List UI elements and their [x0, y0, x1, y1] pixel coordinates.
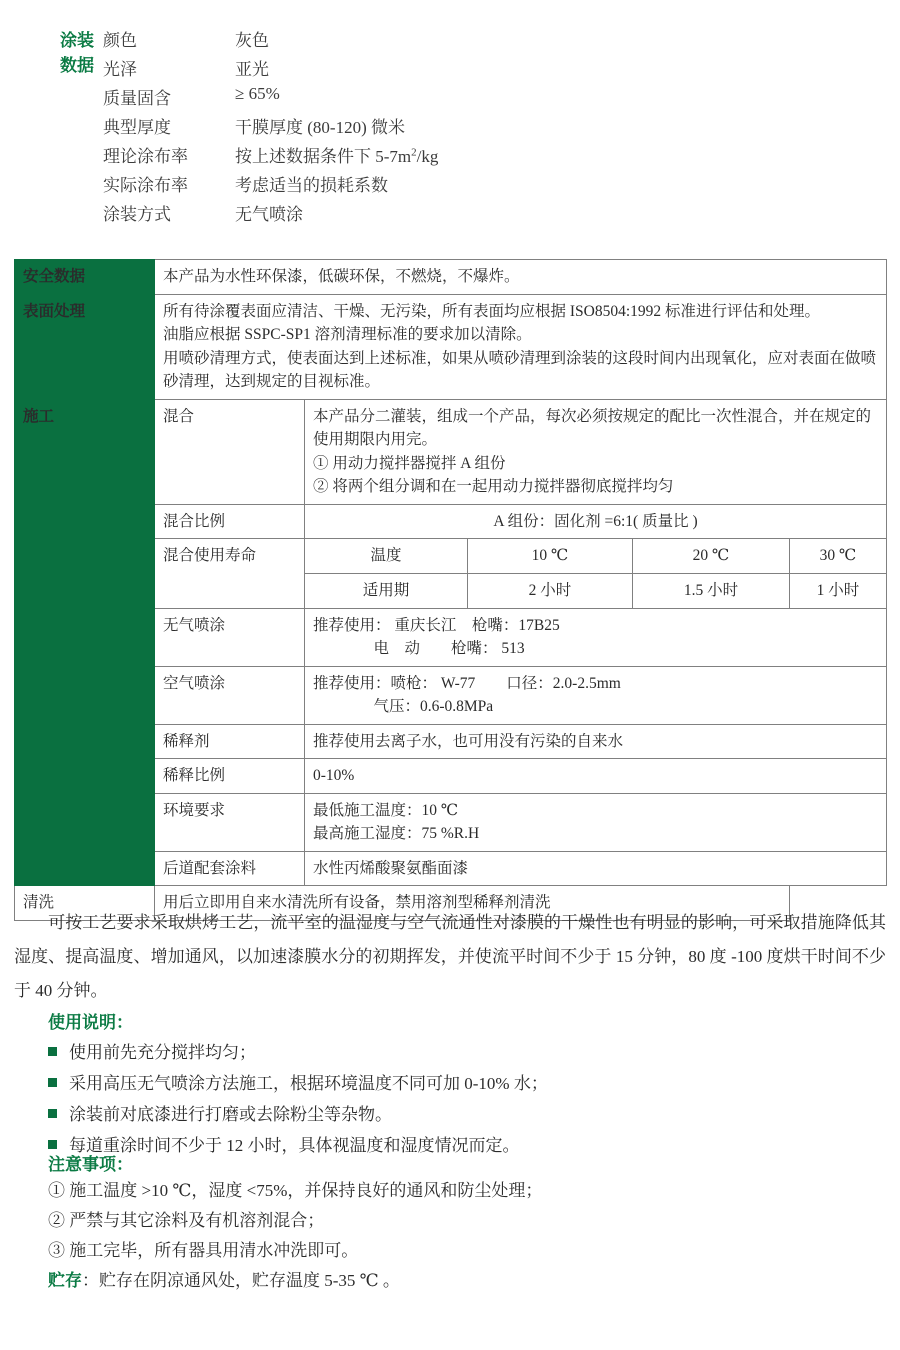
spec-value-theoretical-coverage: [235, 142, 438, 167]
cell-cleaning-value: 用后立即用自来水清洗所有设备，禁用溶剂型稀释剂清洗: [155, 886, 790, 921]
list-item: [48, 1038, 868, 1063]
cell-pot-life-row-header-temperature: 温度: [305, 539, 468, 574]
cautions-section: [48, 1150, 868, 1300]
cell-mix-ratio-value: A 组份：固化剂 =6:1( 质量比 ): [305, 504, 887, 539]
cell-duration-10c: 2 小时: [468, 574, 633, 609]
cell-air-spray-text: [305, 666, 887, 724]
spec-label-actual-coverage: 实际涂布率: [103, 176, 188, 195]
spec-value-solids: ≥ 65%: [235, 84, 280, 103]
storage-line: [48, 1270, 868, 1293]
spec-value-color: 灰色: [235, 31, 269, 50]
cell-temperature-20c: 20 ℃: [633, 539, 790, 574]
coverage-unit: /kg: [416, 147, 439, 166]
spec-label-solids: 质量固含: [103, 89, 171, 108]
airless-line-2: 电 动 枪嘴： 513: [373, 640, 525, 658]
cell-label-thinner-ratio: 稀释比例: [155, 759, 305, 794]
cell-label-air-spray: 空气喷涂: [155, 666, 305, 724]
caution-item: ① 施工温度 >10 ℃，湿度 <75%，并保持良好的通风和防尘处理；: [48, 1181, 543, 1200]
cell-environment-text: [305, 793, 887, 851]
cell-label-thinner: 稀释剂: [155, 724, 305, 759]
environment-line-1: 最低施工温度：10 ℃: [313, 801, 459, 819]
spec-label-theoretical-coverage: 理论涂布率: [103, 147, 188, 166]
baking-process-paragraph: [14, 906, 886, 1008]
list-item: [48, 1069, 868, 1094]
spec-row: [0, 142, 900, 171]
spec-row: [0, 84, 900, 113]
cell-label-airless-spray: 无气喷涂: [155, 608, 305, 666]
coating-data-title: 涂装数据: [60, 31, 94, 75]
environment-line-2: 最高施工湿度：75 %R.H: [313, 825, 480, 843]
spec-row: [0, 55, 900, 84]
cell-label-environment: 环境要求: [155, 793, 305, 851]
paragraph-text: 可按工艺要求采取烘烤工艺，流平室的温湿度与空气流通性对漆膜的干燥性也有明显的影响，可采取措施降低其湿度、提高温度、增加通风，以加速漆膜水分的初期挥发，并使流平时间不少于 15 分钟，80 度 -100 度烘干时间不少于 40 分钟。: [14, 913, 886, 1000]
cell-temperature-10c: 10 ℃: [468, 539, 633, 574]
square-bullet-icon: [48, 1140, 57, 1149]
row-header-safety-data: 安全数据: [15, 260, 155, 295]
coverage-text: 按上述数据条件下 5-7m: [235, 147, 412, 166]
storage-label: 贮存: [48, 1270, 82, 1290]
spec-label-gloss: 光泽: [103, 60, 137, 79]
cell-label-mix-ratio: 混合比例: [155, 504, 305, 539]
usage-instruction-text: 采用高压无气喷涂方法施工，根据环境温度不同可加 0-10% 水；: [69, 1074, 548, 1093]
cell-safety-data-text: 本产品为水性环保漆，低碳环保，不燃烧，不爆炸。: [155, 260, 887, 295]
spec-row: [0, 171, 900, 200]
list-item: [48, 1100, 868, 1125]
mixing-line-3: ② 将两个组分调和在一起用动力搅拌器彻底搅拌均匀: [313, 478, 674, 496]
cell-airless-spray-text: [305, 608, 887, 666]
cell-pot-life-row-header-duration: 适用期: [305, 574, 468, 609]
cautions-title: 注意事项：: [48, 1155, 133, 1174]
usage-instruction-text: 每道重涂时间不少于 12 小时，具体视温度和湿度情况而定。: [69, 1136, 520, 1155]
cell-duration-30c: 1 小时: [790, 574, 887, 609]
cell-temperature-30c: 30 ℃: [790, 539, 887, 574]
technical-data-table: [14, 259, 887, 921]
spec-label-color: 颜色: [103, 31, 137, 50]
air-spray-line-1: 推荐使用：喷枪： W-77 口径：2.0-2.5mm: [313, 674, 621, 692]
air-spray-line-2: 气压：0.6-0.8MPa: [373, 698, 494, 716]
cell-duration-20c: 1.5 小时: [633, 574, 790, 609]
row-header-surface-treatment: 表面处理: [15, 294, 155, 399]
table-row-mixing: [15, 399, 887, 504]
spec-row: [0, 113, 900, 142]
square-bullet-icon: [48, 1109, 57, 1118]
row-header-construction: 施工: [15, 399, 155, 886]
surface-line-3: 用喷砂清理方式，使表面达到上述标准，如果从喷砂清理到涂装的这段时间内出现氧化，应对表面在做喷砂清理，达到规定的目视标准。: [163, 349, 877, 391]
usage-instructions-section: [48, 1008, 868, 1162]
cell-thinner-value: 推荐使用去离子水，也可用没有污染的自来水: [305, 724, 887, 759]
cell-mixing-text: [305, 399, 887, 504]
square-bullet-icon: [48, 1078, 57, 1087]
caution-item: ② 严禁与其它涂料及有机溶剂混合；: [48, 1210, 325, 1230]
cell-label-mixing: 混合: [155, 399, 305, 504]
cell-label-pot-life: 混合使用寿命: [155, 539, 305, 608]
usage-instructions-title: 使用说明：: [48, 1013, 133, 1032]
spec-value-thickness: 干膜厚度 (80-120) 微米: [235, 118, 405, 137]
cell-label-topcoat: 后道配套涂料: [155, 851, 305, 886]
surface-line-1: 所有待涂覆表面应清洁、干燥、无污染，所有表面均应根据 ISO8504:1992 标准进行评估和处理。: [163, 302, 821, 320]
coverage-superscript: 2: [411, 146, 417, 159]
spec-label-application-method: 涂装方式: [103, 205, 171, 224]
table-row-safety: [15, 260, 887, 295]
cell-surface-treatment-text: [155, 294, 887, 399]
caution-item: ③ 施工完毕，所有器具用清水冲洗即可。: [48, 1240, 359, 1260]
surface-line-2: 油脂应根据 SSPC-SP1 溶剂清理标准的要求加以清除。: [163, 326, 532, 344]
mixing-line-1: 本产品分二灌装，组成一个产品，每次必须按规定的配比一次性混合，并在规定的使用期限内用完。: [313, 407, 872, 449]
usage-instruction-text: 使用前先充分搅拌均匀；: [69, 1043, 256, 1062]
coating-data-spec-block: [0, 26, 900, 229]
storage-text: ：贮存在阴凉通风处，贮存温度 5-35 ℃ 。: [82, 1270, 400, 1290]
spec-value-actual-coverage: 考虑适当的损耗系数: [235, 176, 388, 195]
spec-row: [0, 200, 900, 229]
spec-value-application-method: 无气喷涂: [235, 205, 303, 224]
cell-label-cleaning: 清洗: [15, 886, 155, 921]
cell-topcoat-value: 水性丙烯酸聚氨酯面漆: [305, 851, 887, 886]
square-bullet-icon: [48, 1047, 57, 1056]
table-row-surface-treatment: [15, 294, 887, 399]
spec-label-thickness: 典型厚度: [103, 118, 171, 137]
usage-instruction-text: 涂装前对底漆进行打磨或去除粉尘等杂物。: [69, 1105, 392, 1124]
cell-thinner-ratio-value: 0-10%: [305, 759, 887, 794]
mixing-line-2: ① 用动力搅拌器搅拌 A 组份: [313, 454, 506, 472]
airless-line-1: 推荐使用： 重庆长江 枪嘴：17B25: [313, 616, 560, 634]
spec-value-gloss: 亚光: [235, 60, 269, 79]
